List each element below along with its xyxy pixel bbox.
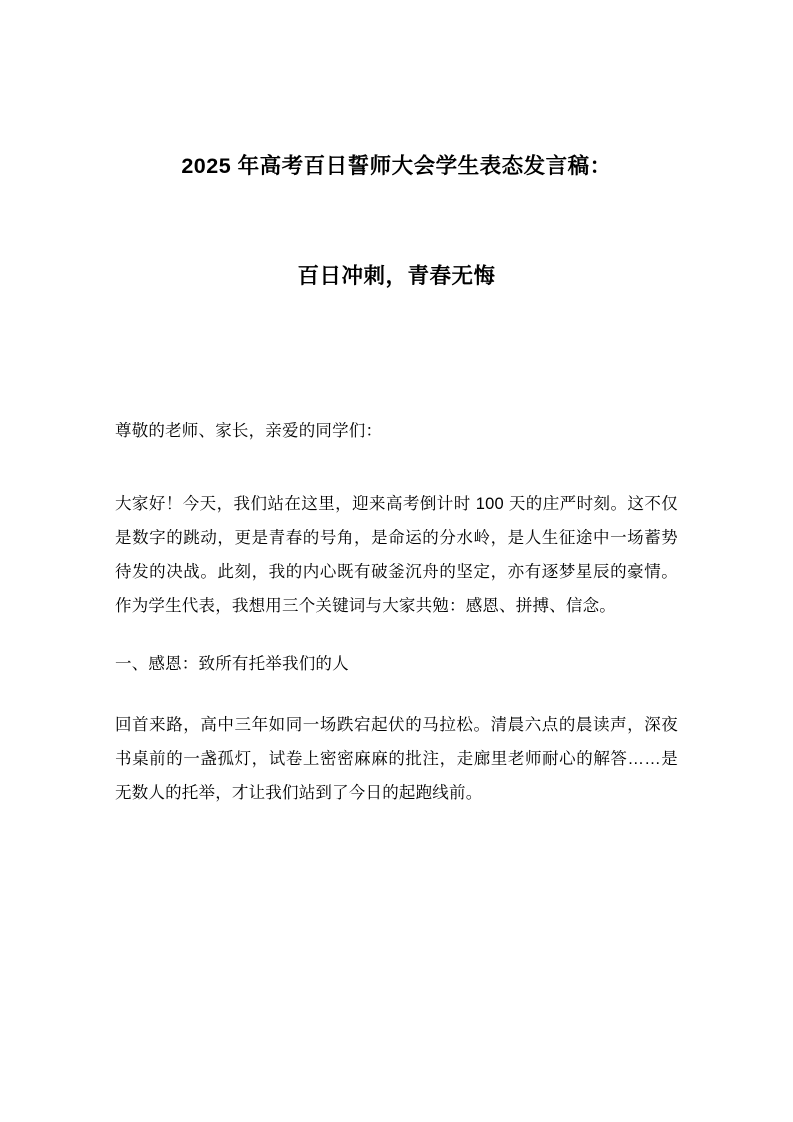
paragraph-salutation: 尊敬的老师、家长，亲爱的同学们： <box>115 421 383 440</box>
paragraph-opening: 大家好！今天，我们站在这里，迎来高考倒计时 100 天的庄严时刻。这不仅是数字的跳动，更是青春的号角，是命运的分水岭，是人生征途中一场蓄势待发的决战。此刻，我的内心既有破釜沉舟的坚定，亦有逐梦星辰的豪情。作为学生代表，我想用三个关键词与大家共勉：感恩、拼搏、信念。 <box>115 495 678 615</box>
document-body <box>115 415 678 811</box>
page-title: 2025 年高考百日誓师大会学生表态发言稿： <box>181 154 612 178</box>
page-subtitle: 百日冲刺，青春无悔 <box>297 264 496 289</box>
section-heading-gratitude: 一、感恩：致所有托举我们的人 <box>115 654 349 673</box>
paragraph-gratitude-body: 回首来路，高中三年如同一场跌宕起伏的马拉松。清晨六点的晨读声，深夜书桌前的一盏孤灯，试卷上密密麻麻的批注，走廊里老师耐心的解答……是无数人的托举，才让我们站到了今日的起跑线前。 <box>115 716 678 802</box>
